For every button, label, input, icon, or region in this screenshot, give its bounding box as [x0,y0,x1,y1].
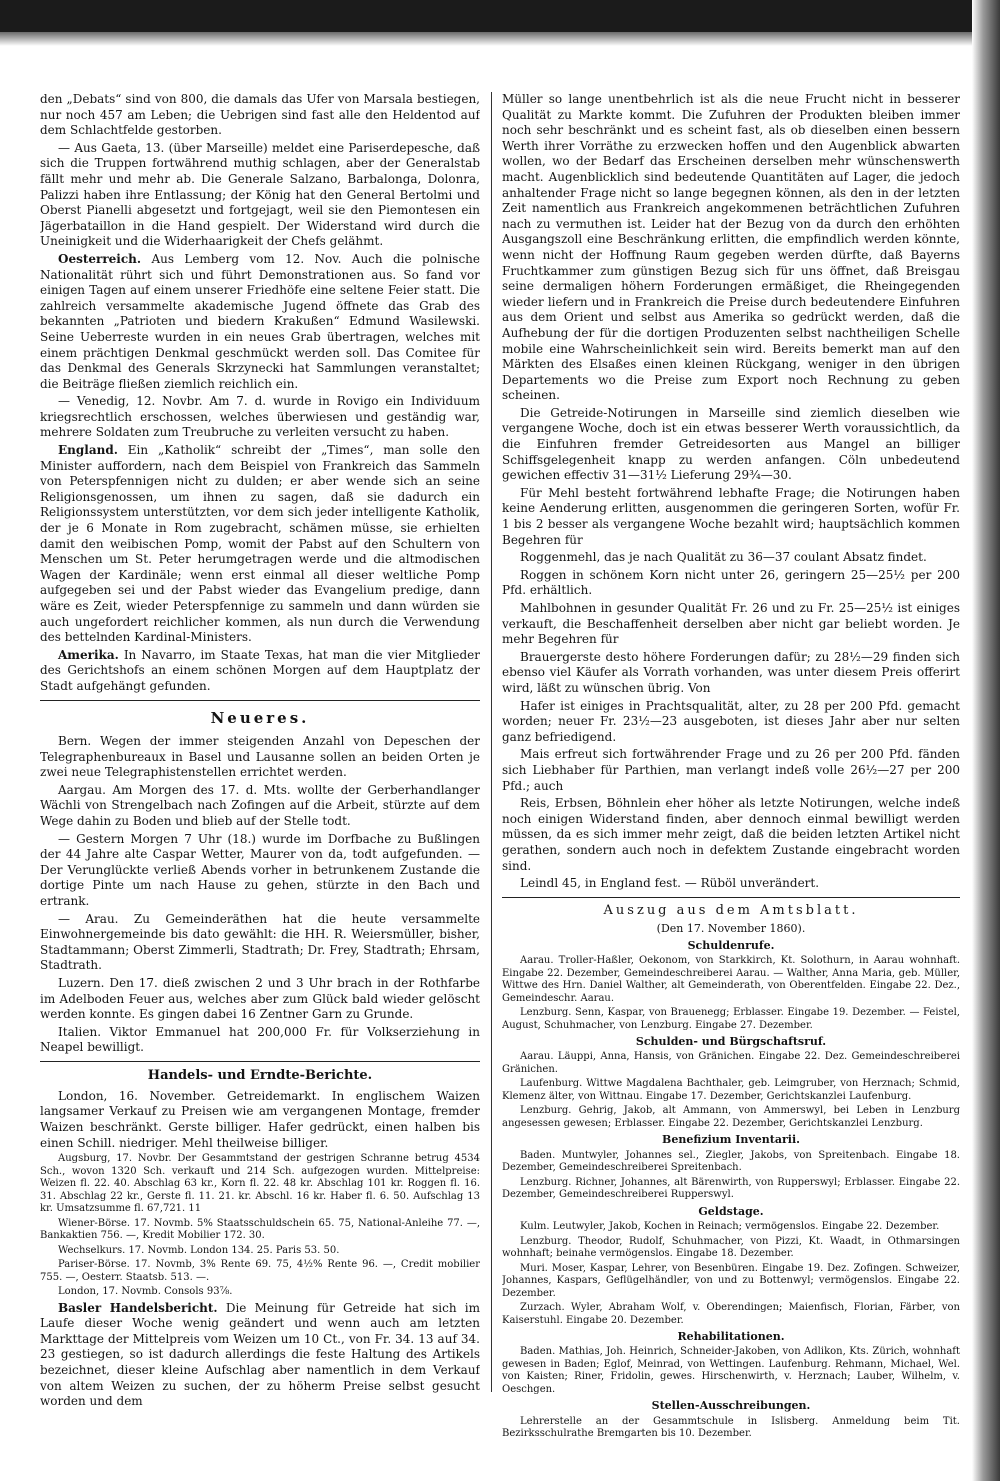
section-rule [40,700,480,701]
section-heading-neueres: Neueres. [210,708,310,727]
scan-border-fade [0,32,1000,46]
article-oesterreich [40,252,480,392]
section-rule [40,1061,480,1062]
article-wiener-boerse: Wiener-Börse. 17. Novmb. 5% Staatsschuldschein 65. 75, National-Anleihe 77. —, Bankaktien 756. —, Kredit Mobilier 172. 30. [40,1217,480,1242]
heading-stellen: Stellen-Ausschreibungen. [651,1399,811,1413]
article-basler-lead: Basler Handelsbericht. [58,1300,218,1315]
article-amerika-text: In Navarro, im Staate Texas, hat man die vier Mitglieder des Gerichtshofs an einem schönen Morgen auf dem Hauptplatz der Stadt aufgehängt gefunden. [40,647,480,693]
article-oesterreich-lead: Oesterreich. [58,251,142,266]
article-amerika-lead: Amerika. [58,647,119,662]
heading-schulden-buergschaftsruf: Schulden- und Bürgschaftsruf. [635,1035,827,1049]
article-amerika [40,648,480,695]
article-marseille: Die Getreide-Notirungen in Marseille sind ziemlich dieselben wie vergangene Woche, doch ist ein etwas besserer Werth voraussichtlich, da die Einfuhren fremder Getreidesorten aus Mangel an billiger Schiffsgelegenheit knapp zu werden anfangen. Cöln unbedeutend gewichen effectiv 31—31½ Lieferung 29¾—30. [502,405,960,483]
heading-beneficium: Benefizium Inventarii. [662,1133,800,1147]
article-pariser-boerse: Pariser-Börse. 17. Novmb, 3% Rente 69. 75, 4½% Rente 96. —, Credit mobilier 755. —, Oesterr. Staatsb. 513. —. [40,1259,480,1283]
article-hafer: Hafer ist einiges in Prachtsqualität, alter, zu 28 per 200 Pfd. gemacht worden; neuer Fr. 23½—23 ausgeboten, ist dieses Jahr aber nur selten ganz befriedigend. [502,698,960,744]
article-augsburg: Augsburg, 17. Novbr. Der Gesammtstand der gestrigen Schranne betrug 4534 Sch., wovon 1320 Sch. verkauft und 214 Sch. aufgezogen wurden. Mittelpreise: Weizen fl. 22. 40. Abschlag 63 kr., Korn fl. 22. 48 kr. Abschlag 101 kr. Roggen fl. 16. 31. Abschlag 22 kr., Gerste fl. 11. 21. kr. Abschl. 16 kr. Haber fl. 6. 50. Aufschlag 13 kr. Umsatzsumme fl. 67,721. 11 [40,1153,480,1215]
amtsblatt-date: (Den 17. November 1860). [656,921,806,935]
notice-schuldenrufe-lenzburg: Lenzburg. Senn, Kaspar, von Brauenegg; Erblasser. Eingabe 19. Dezember. — Feistel, August, Schuhmacher, von Lenzburg. Eingabe 27. Dezember. [502,1007,960,1031]
article-mehl: Für Mehl besteht fortwährend lebhafte Frage; die Notirungen haben keine Aenderung erlitten, ausgenommen die geringeren Sorten, wofür Fr. 1 bis 2 besser als vergangene Woche bezahlt wird; hauptsächlich kommen Begehren für [502,485,960,547]
notice-sb-lenzburg: Lenzburg. Gehrig, Jakob, alt Ammann, von Ammerswyl, bei Leben in Lenzburg angesessen gewesen; Erblasser. Eingabe 22. Dezember, Gerichtskanzlei Lenzburg. [502,1105,960,1129]
amtsblatt-heading: Auszug aus dem Amtsblatt. [603,902,859,918]
article-england-lead: England. [58,443,118,458]
notice-ben-baden: Baden. Muntwyler, Johannes sel., Ziegler, Jakobs, von Spreitenbach. Eingabe 18. Dezember, Gemeindeschreiberei Spreitenbach. [502,1149,960,1174]
scan-binding-edge [972,0,1000,1481]
notice-rehab: Baden. Mathias, Joh. Heinrich, Schneider-Jakoben, von Adlikon, Kts. Zürich, wohnhaft gewesen in Baden; Eglof, Meinrad, von Wettingen. Laufenburg. Rehmann, Michael, Wel. von Kaisten; Riner, Fridolin, gewes. Hirschenwirth, v. Herznach; Lauber, Wilhelm, v. Oeschgen. [502,1346,960,1395]
notice-geld-zurzach: Zurzach. Wyler, Abraham Wolf, v. Oberendingen; Maienfisch, Florian, Färber, von Kaiserstuhl. Eingabe 20. Dezember. [502,1302,960,1326]
notice-schuldenrufe-aarau: Aarau. Troller-Haßler, Oekonom, von Starkkirch, Kt. Solothurn, in Aarau wohnhaft. Eingabe 22. Dezember, Gemeindeschreiberei Aarau. — Walther, Anna Maria, geb. Müller, Wittwe des Hrn. Daniel Walther, alt Gemeinderath, von Oberentfelden. Eingabe 22. Dez., Gemeindeschr. Aarau. [502,955,960,1004]
scan-dark-border [0,0,1000,32]
column-divider [491,92,492,1392]
article-gaeta: — Aus Gaeta, 13. (über Marseille) meldet eine Pariserdepesche, daß sich die Truppen fortwährend muthig schlagen, aber der Generalstab fällt mehr und mehr ab. Die Generale Salzano, Barbalonga, Dolonra, Palizzi haben ihre Entlassung; der König hat den General Bertolmi und Oberst Pianelli abgesetzt und fortgejagt, weil sie den Piemontesen ein Jägerbataillon in die Hand gespielt. Der Widerstand wird durch die Uneinigkeit und die Widerhaarigkeit der Chefs gelähmt. [40,140,480,249]
article-roggen: Roggen in schönem Korn nicht unter 26, geringern 25—25½ per 200 Pfd. erhältlich. [502,567,960,598]
article-aargau: Aargau. Am Morgen des 17. d. Mts. wollte der Gerberhandlanger Wächli von Strengelbach nach Zofingen auf die Arbeit, stürzte auf dem Wege dahin zu Boden und blieb auf der Stelle todt. [40,782,480,829]
left-column [40,92,480,1462]
article-luzern: Luzern. Den 17. dieß zwischen 2 und 3 Uhr brach in der Rothfarbe im Adelboden Feuer aus, welches aber zum Glück bald wieder gelöscht werden konnte. Es gingen dabei 16 Zentner Garn zu Grunde. [40,975,480,1022]
notice-ben-lenzburg: Lenzburg. Richner, Johannes, alt Bärenwirth, von Rupperswyl; Erblasser. Eingabe 22. Dezember, Gemeindeschreiberei Rupperswyl. [502,1176,960,1201]
article-roggenmehl: Roggenmehl, das je nach Qualität zu 36—37 coulant Absatz findet. [520,550,927,565]
notice-geld-lenzburg: Lenzburg. Theodor, Rudolf, Schuhmacher, von Pizzi, Kt. Waadt, in Othmarsingen wohnhaft; beinahe vermögenslos. Eingabe 18. Dezember. [502,1235,960,1260]
article-brauergerste: Brauergerste desto höhere Forderungen dafür; zu 28½—29 finden sich ebenso viel Käufer als Vorrath vorhanden, was unter diesem Preis offerirt wird, läßt zu wünschen übrig. Von [502,649,960,695]
article-england-text: Ein „Katholik“ schreibt der „Times“, man solle den Minister auffordern, nach dem Beispiel von Frankreich das Sammeln von Peterspfennigen nicht zu dulden; er aber wende sich an seine Religionsgenossen, um ihnen zu sagen, daß sie dadurch ein Religionssystem unterstützten, vor dem sich jeder intelligente Katholik, der je 6 Monate in Rom zugebracht, schämen müsse, sie erhielten damit den weibischen Pomp, womit der Pabst auf den Schultern von Menschen um St. Peter herumgetragen werde und die altmodischen Wagen der Kardinäle; wenn erst einmal all dieser weltliche Pomp aufgegeben sei und der Pabst wieder das Evangelium predige, dann wäre es Zeit, wieder Peterspfennige zu sammeln und dann würden sie auch ungefordert reichlicher kommen, als nun durch die Verwendung des bettelnden Kardinal-Ministers. [40,443,480,645]
article-basler-text: Die Meinung für Getreide hat sich im Laufe dieser Woche wenig geändert und wenn auch am letzten Markttage der Mittelpreis vom Weizen um 10 Ct., von Fr. 34. 13 auf 34. 23 gestiegen, so ist dadurch allerdings die feste Haltung des Artikels bezeichnet, dieser kleine Aufschlag aber namentlich in dem Verkauf von altem Weizen zu suchen, der zu höherm Preise selbst gesucht worden und dem [40,1300,480,1409]
article-reis: Reis, Erbsen, Böhnlein eher höher als letzte Notirungen, welche indeß noch einigen Widerstand finden, aber dennoch einmal bewilligt werden müssen, da es sich immer mehr zeigt, daß die beiden letzten Artikel nicht gerathen, sondern auch noch in defektem Zustande eingebracht worden sind. [502,796,960,873]
article-bern: Bern. Wegen der immer steigenden Anzahl von Depeschen der Telegraphenbureaux in Basel und Lausanne sollen an beiden Orten je zwei neue Telegraphistenstellen errichtet werden. [40,734,480,780]
article-arau-gemeinderaethe: — Arau. Zu Gemeinderäthen hat die heute versammelte Einwohnergemeinde bis dato gewählt: die HH. R. Weiersmüller, bisher, Stadtammann; Oberst Zimmerli, Stadtrath; Dr. Frey, Stadtrath; Ehrsam, Stadtrath. [40,911,480,973]
article-basler-continued: Müller so lange unentbehrlich ist als die neue Frucht nicht in besserer Qualität zu Markte kommt. Die Zufuhren der Produkten bleiben immer noch sehr beschränkt und es scheint fast, als ob dieselben einen bessern Werth ihrer Vorräthe zu erzwecken hoffen und den Augenblick abwarten wollen, wo der Bedarf das Erscheinen derselben mehr wünschenswerth macht. Augenblicklich sind bedeutende Quantitäten auf Lager, die jedoch anhaltender Frage nicht so lange begegnen können, als den in der letzten Zeit namentlich aus Frankreich angekommenen beträchtlichen Zufuhren nach zu vermuthen ist. Leider hat der Bezug von da durch den erhöhten Ausgangszoll eine Beschränkung erlitten, die empfindlich werden könnte, wenn nicht der Hoffnung Raum gegeben werden dürfte, daß Bayerns Fruchtkammer zum günstigen Bezug sich für uns öffnet, daß Breisgau seine dermaligen höhern Forderungen ermäßiget, die Rheingegenden wieder liefern und in Frankreich die Preise durch bedeutendere Einfuhren aus dem Orient und selbst aus Amerika so gedrückt werden, daß die Aufhebung der für die dortigen Produzenten selbst nachtheiligen Schelle mobile eine Wahrscheinlichkeit sein wird. Bereits bemerkt man auf den Märkten des Elsaßes einen kleinen Rückgang, weniger in den übrigen Departements wo die Preise zum Export noch Rechnung zu geben scheinen. [502,92,960,403]
article-leindl: Leindl 45, in England fest. — Rüböl unverändert. [520,876,820,891]
notice-geld-muri-zofingen: Muri. Moser, Kaspar, Lehrer, von Besenbüren. Eingabe 19. Dez. Zofingen. Schweizer, Johannes, Kaspars, Geflügelhändler, von und zu Bottenwyl; vermögenslos. Eingabe 22. Dezember. [502,1262,960,1299]
heading-geldstage: Geldstage. [698,1204,764,1218]
heading-rehabilitationen: Rehabilitationen. [677,1330,785,1344]
article-frankreich-tail: den „Debats“ sind von 800, die damals das Ufer von Marsala bestiegen, nur noch 457 am Leben; die Uebrigen sind fast alle den Heldentod auf dem Schlachtfelde gestorben. [40,92,480,138]
newspaper-page [40,92,960,1462]
article-venedig: — Venedig, 12. Novbr. Am 7. d. wurde in Rovigo ein Individuum kriegsrechtlich erschossen, welches überwiesen und geständig war, mehrere Soldaten zum Treubruche zu verleiten versucht zu haben. [40,394,480,440]
article-london-getreide: London, 16. November. Getreidemarkt. In englischem Waizen langsamer Verkauf zu Preisen wie am vergangenen Montage, fremder Waizen beschränkt. Gerste billiger. Hafer gedrückt, einen halben bis einen Schill. niedriger. Mehl theilweise billiger. [40,1088,480,1150]
notice-sb-laufenburg: Laufenburg. Wittwe Magdalena Bachthaler, geb. Leimgruber, von Herznach; Schmid, Klemenz älter, von Wittnau. Eingabe 17. Dezember, Gerichtskanzlei Laufenburg. [502,1078,960,1102]
section-heading-handel: Handels- und Erndte-Berichte. [147,1067,373,1083]
article-wechselkurs: Wechselkurs. 17. Novmb. London 134. 25. Paris 53. 50. [58,1244,340,1256]
article-mahlbohnen: Mahlbohnen in gesunder Qualität Fr. 26 und zu Fr. 25—25½ ist einiges verkauft, die Beschaffenheit derselben aber nicht gar beliebt worden. Je mehr Begehren für [502,601,960,647]
heading-schuldenrufe: Schuldenrufe. [687,938,775,952]
section-rule [502,897,960,898]
notice-sb-aarau: Aarau. Läuppi, Anna, Hansis, von Gränichen. Eingabe 22. Dez. Gemeindeschreiberei Gränichen. [502,1051,960,1075]
article-italien: Italien. Viktor Emmanuel hat 200,000 Fr. für Volkserziehung in Neapel bewilligt. [40,1024,480,1055]
article-basler-handelsbericht [40,1301,480,1410]
article-oesterreich-text: Aus Lemberg vom 12. Nov. Auch die polnische Nationalität rührt sich und führt Demonstrationen aus. So fand vor einigen Tagen auf einem unserer Friedhöfe eine seltene Feier statt. Die zahlreich versammelte akademische Jugend öffnete das Grab des bekannten „Patrioten und biedern Krakußen“ Edmund Wasilewski. Seine Ueberreste wurden in ein neues Grab übertragen, welches mit einem prächtigen Denkmal geschmückt werden soll. Das Comitee für das Denkmal des Generals Skrzynecki hat Sammlungen veranstaltet; die Beiträge fließen ziemlich reichlich ein. [40,251,480,391]
article-england [40,443,480,646]
notice-geld-kulm: Kulm. Leutwyler, Jakob, Kochen in Reinach; vermögenslos. Eingabe 22. Dezember. [520,1221,940,1233]
article-london-consols: London, 17. Novmb. Consols 93⅞. [58,1286,233,1298]
notice-stellen: Lehrerstelle an der Gesammtschule in Islisberg. Anmeldung beim Tit. Bezirksschulrathe Bremgarten bis 10. Dezember. [502,1415,960,1440]
article-mais: Mais erfreut sich fortwährender Frage und zu 26 per 200 Pfd. fänden sich Liebhaber für Parthien, man verlangt indeß volle 26½—27 per 200 Pfd.; auch [502,747,960,793]
right-column [502,92,960,1462]
article-bussingen: — Gestern Morgen 7 Uhr (18.) wurde im Dorfbache zu Bußlingen der 44 Jahre alte Caspar Wetter, Maurer von da, todt aufgefunden. — Der Verunglückte verließ Abends vorher in betrunkenem Zustande die dortige Pinte um nach Hause zu gehen, stürzte in den Bach und ertrank. [40,831,480,908]
